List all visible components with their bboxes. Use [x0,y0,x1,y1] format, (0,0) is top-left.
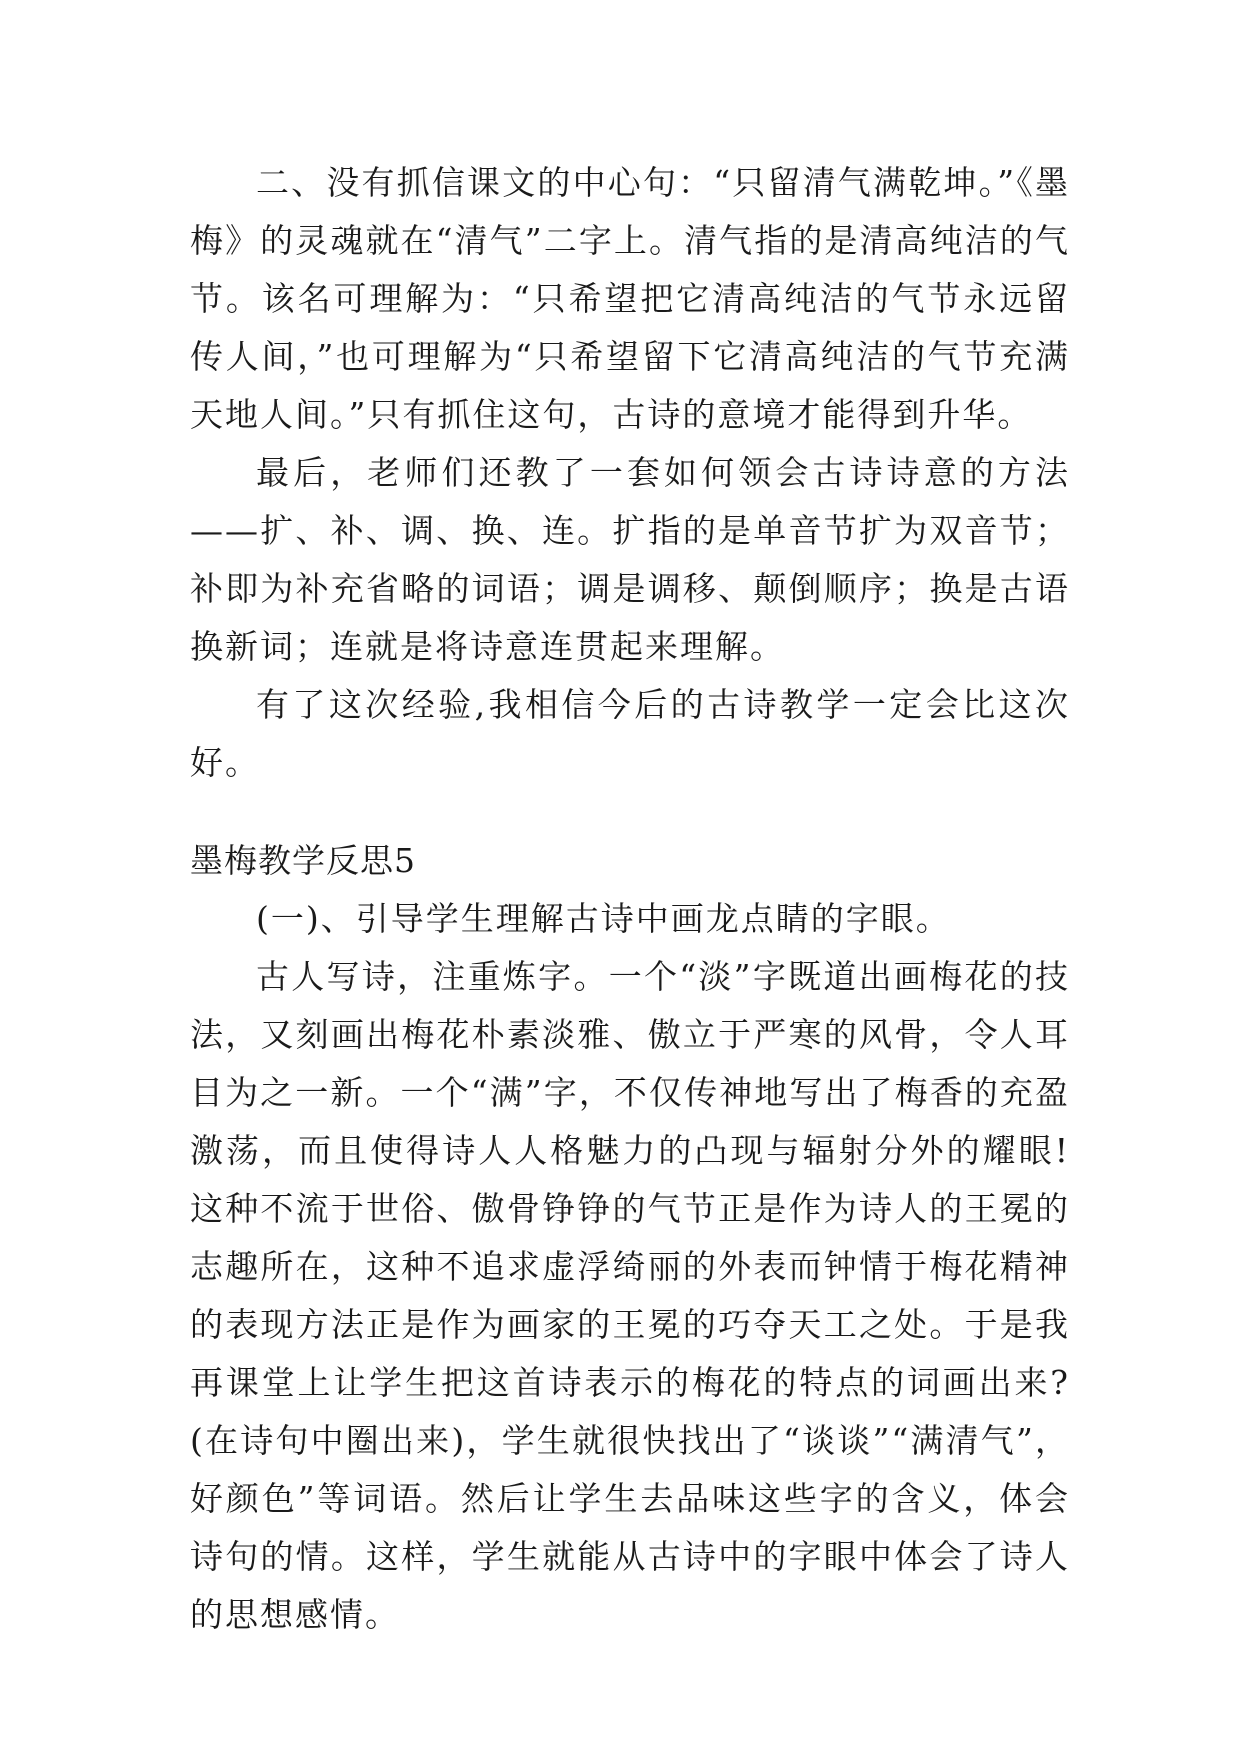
paragraph-subheading: (一)、引导学生理解古诗中画龙点睛的字眼。 [256,899,951,938]
document-body [190,154,1070,1644]
paragraph-conclusion: 有了这次经验,我相信今后的古诗教学一定会比这次好。 [190,685,1070,782]
paragraph-method: 最后，老师们还教了一套如何领会古诗诗意的方法——扩、补、调、换、连。扩指的是单音节扩为双音节；补即为补充省略的词语；调是调移、颠倒顺序；换是古语换新词；连就是将诗意连贯起来理解。 [190,453,1070,666]
paragraph-analysis: 古人写诗，注重炼字。一个“淡”字既道出画梅花的技法，又刻画出梅花朴素淡雅、傲立于严寒的风骨，令人耳目为之一新。一个“满”字，不仅传神地写出了梅香的充盈激荡，而且使得诗人人格魅力的凸现与辐射分外的耀眼!这种不流于世俗、傲骨铮铮的气节正是作为诗人的王冕的志趣所在，这种不追求虚浮绮丽的外表而钟情于梅花精神的表现方法正是作为画家的王冕的巧夺天工之处。于是我再课堂上让学生把这首诗表示的梅花的特点的词画出来?(在诗句中圈出来)，学生就很快找出了“谈谈”“满清气”，好颜色”等词语。然后让学生去品味这些字的含义，体会诗句的情。这样，学生就能从古诗中的字眼中体会了诗人的思想感情。 [190,957,1070,1634]
section-heading: 墨梅教学反思5 [190,841,416,880]
paragraph-central-sentence: 二、没有抓信课文的中心句：“只留清气满乾坤。”《墨梅》的灵魂就在“清气”二字上。清气指的是清高纯洁的气节。该名可理解为：“只希望把它清高纯洁的气节永远留传人间，”也可理解为“只希望留下它清高纯洁的气节充满天地人间。”只有抓住这句，古诗的意境才能得到升华。 [190,163,1070,434]
